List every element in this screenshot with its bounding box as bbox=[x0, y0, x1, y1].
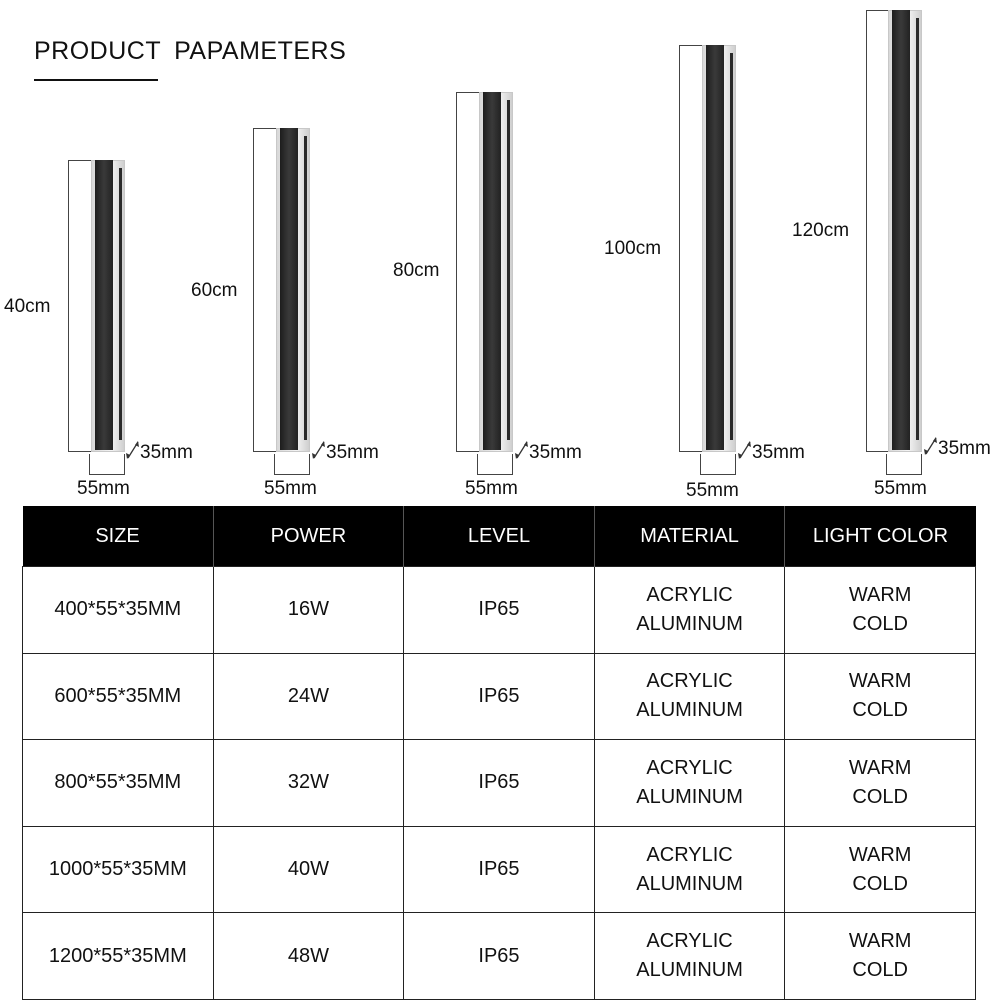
width-dimension-line bbox=[274, 454, 310, 475]
color-line: COLD bbox=[852, 959, 908, 982]
depth-label: 35mm bbox=[140, 442, 193, 463]
light-color-cell bbox=[785, 913, 976, 1000]
lamp-edge bbox=[304, 136, 307, 440]
light-color-cell bbox=[785, 740, 976, 827]
color-line: WARM bbox=[848, 670, 912, 693]
width-label: 55mm bbox=[874, 478, 927, 499]
lamp-edge bbox=[119, 168, 122, 440]
power-cell: 40W bbox=[213, 826, 404, 913]
light-color-cell bbox=[785, 826, 976, 913]
color-line: COLD bbox=[852, 785, 908, 808]
depth-arrow-icon bbox=[126, 440, 140, 460]
material-line: ACRYLIC bbox=[646, 583, 733, 606]
color-line: COLD bbox=[852, 612, 908, 635]
material-line: ACRYLIC bbox=[646, 670, 733, 693]
header-size: SIZE bbox=[23, 506, 214, 567]
color-line: WARM bbox=[848, 583, 912, 606]
table-row bbox=[23, 826, 976, 913]
height-dimension-line bbox=[68, 160, 91, 452]
lamp-body bbox=[95, 160, 113, 450]
width-label: 55mm bbox=[686, 480, 739, 501]
size-cell: 400*55*35MM bbox=[23, 567, 214, 654]
material-line: ACRYLIC bbox=[646, 930, 733, 953]
material-cell bbox=[594, 567, 785, 654]
level-cell: IP65 bbox=[404, 913, 595, 1000]
level-cell: IP65 bbox=[404, 653, 595, 740]
width-label: 55mm bbox=[465, 478, 518, 499]
lamp-edge bbox=[507, 100, 510, 440]
material-line: ALUMINUM bbox=[636, 785, 743, 808]
size-cell: 800*55*35MM bbox=[23, 740, 214, 827]
title-underline bbox=[34, 79, 158, 81]
table-row bbox=[23, 740, 976, 827]
height-label: 60cm bbox=[191, 280, 238, 301]
light-color-cell bbox=[785, 567, 976, 654]
width-dimension-line bbox=[700, 454, 736, 475]
lamp-edge bbox=[730, 53, 733, 440]
height-dimension-line bbox=[679, 45, 702, 452]
width-dimension-line bbox=[886, 454, 922, 475]
size-cell: 600*55*35MM bbox=[23, 653, 214, 740]
width-label: 55mm bbox=[77, 478, 130, 499]
material-line: ALUMINUM bbox=[636, 612, 743, 635]
material-cell bbox=[594, 740, 785, 827]
lamp-edge bbox=[916, 18, 919, 440]
height-dimension-line bbox=[456, 92, 479, 452]
material-cell bbox=[594, 913, 785, 1000]
width-dimension-line bbox=[477, 454, 513, 475]
depth-arrow-icon bbox=[312, 440, 326, 460]
height-dimension-line bbox=[866, 10, 889, 452]
header-material: MATERIAL bbox=[594, 506, 785, 567]
depth-arrow-icon bbox=[515, 440, 529, 460]
color-line: COLD bbox=[852, 699, 908, 722]
color-line: COLD bbox=[852, 872, 908, 895]
width-label: 55mm bbox=[264, 478, 317, 499]
depth-label: 35mm bbox=[529, 442, 582, 463]
color-line: WARM bbox=[848, 756, 912, 779]
material-line: ACRYLIC bbox=[646, 756, 733, 779]
width-dimension-line bbox=[89, 454, 125, 475]
material-line: ALUMINUM bbox=[636, 872, 743, 895]
material-line: ALUMINUM bbox=[636, 699, 743, 722]
size-cell: 1200*55*35MM bbox=[23, 913, 214, 1000]
power-cell: 16W bbox=[213, 567, 404, 654]
lamp-body bbox=[483, 92, 501, 450]
height-dimension-line bbox=[253, 128, 276, 452]
table-row bbox=[23, 567, 976, 654]
height-label: 100cm bbox=[604, 238, 662, 259]
depth-label: 35mm bbox=[326, 442, 379, 463]
spec-table bbox=[22, 506, 976, 1000]
size-cell: 1000*55*35MM bbox=[23, 826, 214, 913]
depth-arrow-icon bbox=[738, 440, 752, 460]
level-cell: IP65 bbox=[404, 826, 595, 913]
height-label: 80cm bbox=[393, 260, 440, 281]
table-header-row bbox=[23, 506, 976, 567]
power-cell: 48W bbox=[213, 913, 404, 1000]
depth-label: 35mm bbox=[752, 442, 805, 463]
header-level: LEVEL bbox=[404, 506, 595, 567]
material-cell bbox=[594, 653, 785, 740]
power-cell: 32W bbox=[213, 740, 404, 827]
lamp-body bbox=[706, 45, 724, 450]
height-label: 120cm bbox=[792, 220, 850, 241]
depth-arrow-icon bbox=[924, 436, 938, 456]
power-cell: 24W bbox=[213, 653, 404, 740]
level-cell: IP65 bbox=[404, 740, 595, 827]
lamp-body bbox=[892, 10, 910, 450]
light-color-cell bbox=[785, 653, 976, 740]
lamp-body bbox=[280, 128, 298, 450]
table-row bbox=[23, 653, 976, 740]
color-line: WARM bbox=[848, 843, 912, 866]
material-line: ALUMINUM bbox=[636, 959, 743, 982]
level-cell: IP65 bbox=[404, 567, 595, 654]
header-light-color: LIGHT COLOR bbox=[785, 506, 976, 567]
color-line: WARM bbox=[848, 930, 912, 953]
table-row bbox=[23, 913, 976, 1000]
page-title: PRODUCT PAPAMETERS bbox=[34, 37, 347, 65]
material-cell bbox=[594, 826, 785, 913]
depth-label: 35mm bbox=[938, 438, 991, 459]
material-line: ACRYLIC bbox=[646, 843, 733, 866]
height-label: 40cm bbox=[4, 296, 51, 317]
header-power: POWER bbox=[213, 506, 404, 567]
